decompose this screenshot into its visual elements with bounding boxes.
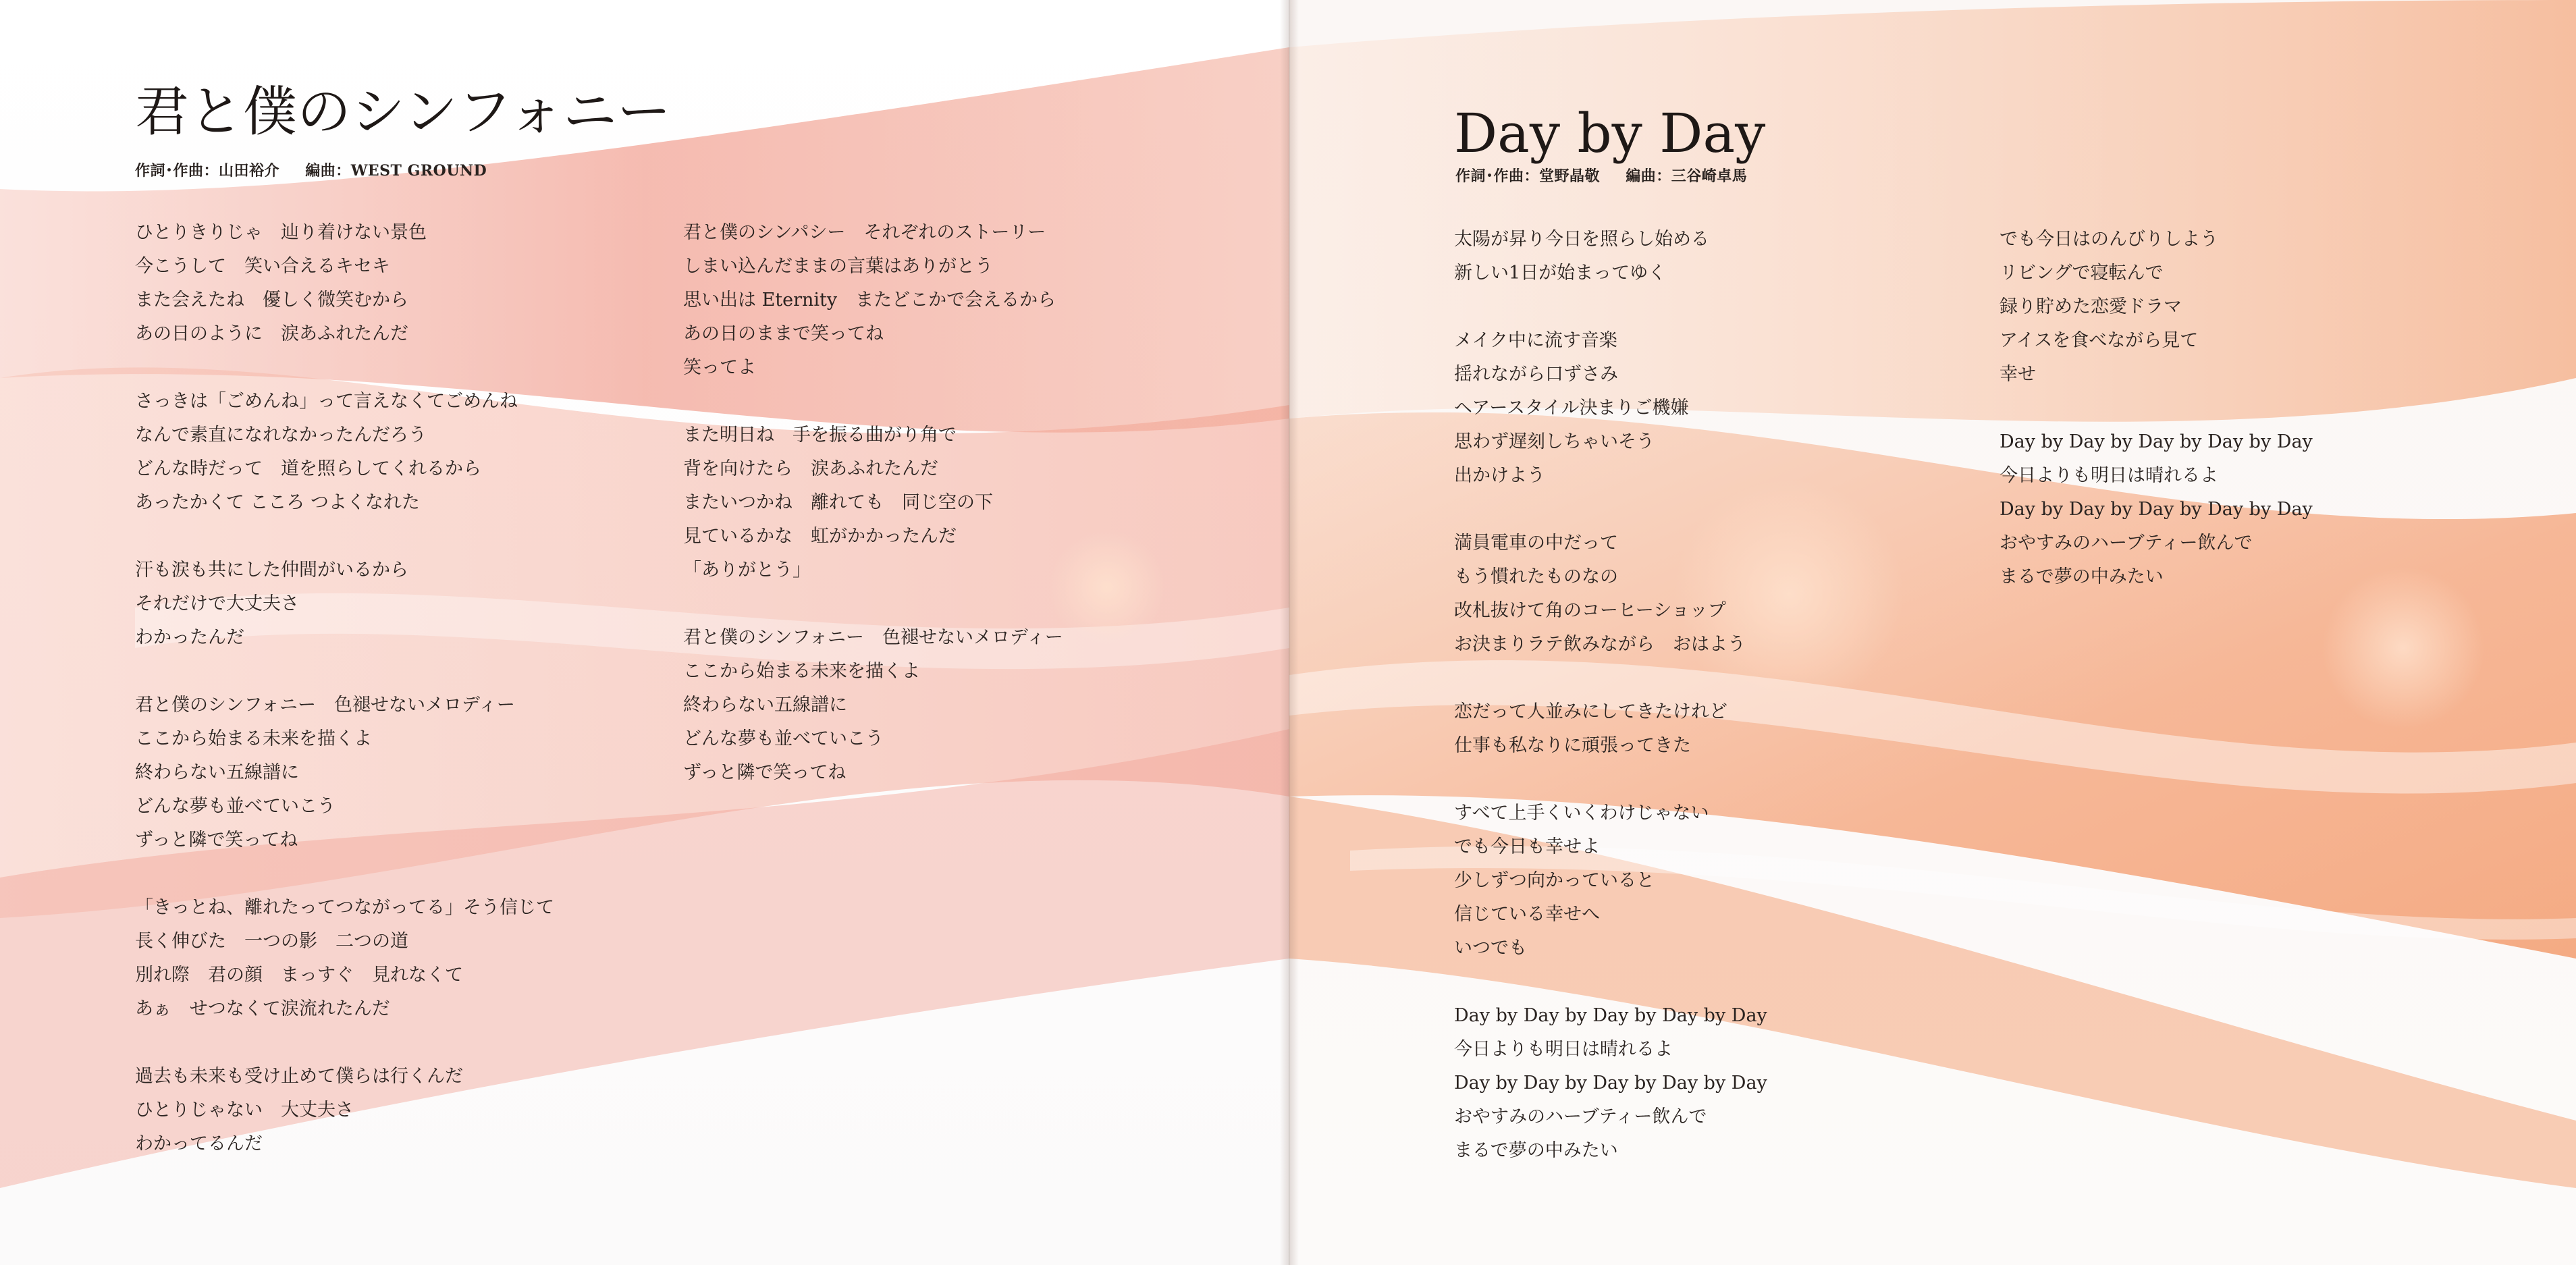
lyrics-stanza [1454,223,1927,290]
lyric-line: 出かけよう [1454,465,1545,486]
lyric-line: メイク中に流す音楽 [1454,330,1617,351]
lyric-line: わかってるんだ [135,1133,263,1154]
lyric-line: アイスを食べながら見て [2000,330,2199,351]
lyric-line: 仕事も私なりに頑張ってきた [1454,735,1691,756]
right-lyrics-music-credit: 作詞･作曲：堂野晶敬 [1455,167,1601,185]
lyrics-stanza [135,385,608,520]
lyric-line: あの日のままで笑ってね [683,323,884,344]
right-lyrics-column-1 [1454,223,1927,1202]
lyric-line: 揺れながら口ずさみ [1454,364,1618,385]
lyric-line: 少しずつ向かっていると [1454,870,1655,891]
lyric-line: でも今日はのんびりしよう [2000,229,2218,250]
lyrics-stanza [2000,425,2472,594]
lyric-line: おやすみのハーブティー飲んで [1454,1106,1707,1127]
lyric-line: あぁ せつなくて涙流れたんだ [135,998,390,1019]
lyric-line: 録り貯めた恋愛ドラマ [2000,296,2182,317]
lyric-line: どんな夢も並べていこう [683,728,884,749]
lyric-line: おやすみのハーブティー飲んで [2000,533,2253,554]
lyric-line: 君と僕のシンフォニー 色褪せないメロディー [683,627,1063,648]
book-gutter [1280,0,1299,1265]
lyrics-stanza [2000,223,2472,392]
lyric-line: あったかくて こころ つよくなれた [135,492,420,513]
lyrics-stanza [1454,797,1927,965]
lyric-line: 太陽が昇り今日を照らし始める [1454,229,1709,250]
lyric-line: 恋だって人並みにしてきたけれど [1454,701,1727,722]
left-lyrics-column-1 [135,216,608,1195]
lyric-line: 満員電車の中だって [1454,533,1618,554]
lyric-line: しまい込んだままの言葉はありがとう [683,256,993,277]
left-song-title: 君と僕のシンフォニー [135,80,671,143]
lyric-line: 見ているかな 虹がかかったんだ [683,526,957,547]
lyric-line: 「きっとね、離れたってつながってる」そう信じて [135,897,554,918]
lyrics-stanza [683,621,1156,790]
left-lyrics-column-2 [683,216,1156,824]
lyric-line: Day by Day by Day by Day by Day [1454,1073,1767,1094]
lyric-line: 君と僕のシンフォニー 色褪せないメロディー [135,695,515,716]
lyric-line: 思わず遅刻しちゃいそう [1454,431,1655,452]
lyric-line: ひとりじゃない 大丈夫さ [135,1100,354,1121]
left-lyrics-music-credit: 作詞･作曲：山田裕介 [135,162,280,180]
lyric-line: 幸せ [2000,364,2036,385]
lyric-line: ヘアースタイル決まりご機嫌 [1454,398,1689,419]
right-arrangement-credit: 編曲：三谷崎卓馬 [1626,167,1748,185]
lyric-line: どんな夢も並べていこう [135,796,336,817]
lyric-line: お決まりラテ飲みながら おはよう [1454,634,1746,655]
lyric-line: まるで夢の中みたい [1454,1140,1618,1161]
lyric-line: あの日のように 涙あふれたんだ [135,323,408,344]
lyric-line: 君と僕のシンパシー それぞれのストーリー [683,222,1046,243]
lyrics-stanza [135,1060,608,1161]
lyric-line: 今こうして 笑い合えるキセキ [135,256,390,277]
lyrics-stanza [1454,695,1927,763]
lyric-line: 長く伸びた 一つの影 二つの道 [135,931,408,952]
lyric-line: 信じている幸せへ [1454,904,1600,925]
lyric-line: わかったんだ [135,627,244,648]
lyric-line: まるで夢の中みたい [2000,566,2164,587]
lyric-line: 過去も未来も受け止めて僕らは行くんだ [135,1066,463,1087]
lyric-line: 背を向けたら 涙あふれたんだ [683,458,938,479]
lyrics-stanza [135,689,608,857]
right-lyrics-column-2 [2000,223,2472,628]
lyric-line: Day by Day by Day by Day by Day [1454,1005,1767,1026]
lyric-line: 終わらない五線譜に [683,695,847,716]
lyric-line: さっきは「ごめんね」って言えなくてごめんね [135,391,518,412]
lyric-line: 汗も涙も共にした仲間がいるから [135,560,408,581]
lyric-line: 「ありがとう」 [683,560,811,581]
lyric-line: でも今日も幸せよ [1454,836,1600,857]
lyrics-stanza [683,419,1156,587]
lyric-line: 今日よりも明日は晴れるよ [2000,465,2218,486]
lyric-line: また明日ね 手を振る曲がり角で [683,425,957,446]
lyric-line: どんな時だって 道を照らしてくれるから [135,458,481,479]
lyric-line: リビングで寝転んで [2000,263,2164,284]
lyrics-stanza [135,554,608,655]
lyric-line: Day by Day by Day by Day by Day [2000,431,2313,452]
lyric-line: またいつかね 離れても 同じ空の下 [683,492,993,513]
lyric-line: ひとりきりじゃ 辿り着けない景色 [135,222,427,243]
lyric-line: ここから始まる未来を描くよ [135,728,372,749]
lyric-line: 今日よりも明日は晴れるよ [1454,1039,1673,1060]
lyric-line: 新しい1日が始まってゆく [1454,263,1667,284]
lyric-line: 終わらない五線譜に [135,762,299,783]
right-song-title: Day by Day [1454,102,1766,165]
lyric-line: 別れ際 君の顔 まっすぐ 見れなくて [135,965,463,986]
lyric-line: Day by Day by Day by Day by Day [2000,499,2313,520]
lyric-line: 改札抜けて角のコーヒーショップ [1454,600,1726,621]
lyrics-stanza [1454,527,1927,662]
left-song-credits [135,159,507,180]
lyrics-stanza [1454,999,1927,1168]
lyric-line: もう慣れたものなの [1454,566,1618,587]
lyric-line: ずっと隣で笑ってね [135,830,298,851]
lyric-line: いつでも [1454,938,1527,959]
lyric-line: なんで素直になれなかったんだろう [135,425,427,446]
lyric-line: すべて上手くいくわけじゃない [1454,803,1709,824]
lyric-line: ずっと隣で笑ってね [683,762,847,783]
lyric-line: ここから始まる未来を描くよ [683,661,920,682]
right-song-credits [1455,165,1767,186]
lyric-line: 思い出は Eternity またどこかで会えるから [683,290,1056,311]
lyrics-stanza [135,216,608,351]
lyrics-stanza [135,891,608,1026]
left-arrangement-credit: 編曲：WEST GROUND [305,162,487,180]
lyrics-stanza [1454,324,1927,493]
lyric-line: それだけで大丈夫さ [135,593,299,614]
lyric-line: 笑ってよ [683,357,756,378]
lyric-line: また会えたね 優しく微笑むから [135,290,408,311]
lyrics-stanza [683,216,1156,385]
